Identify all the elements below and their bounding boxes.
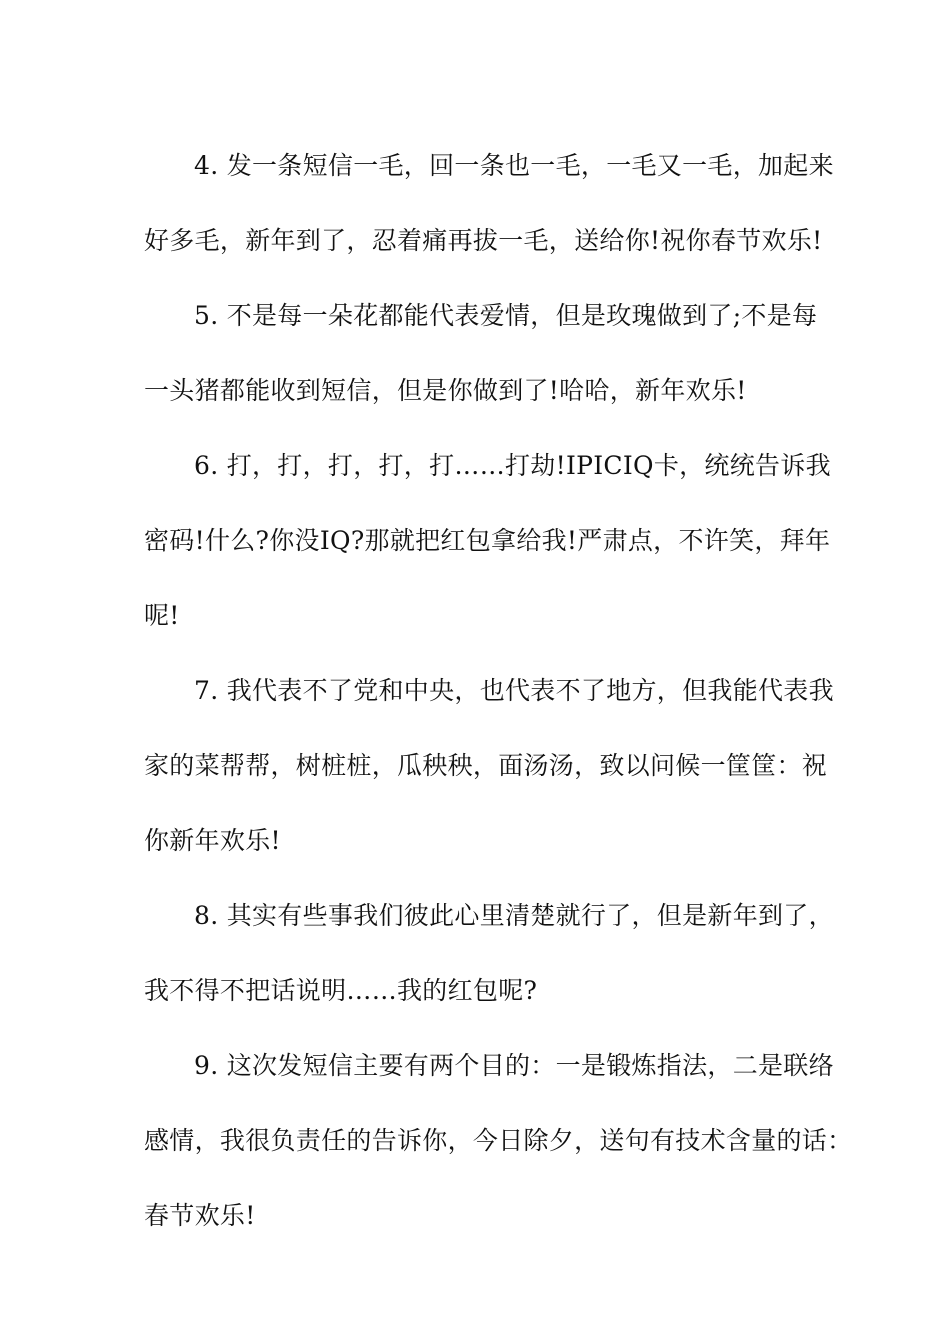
paragraph-line: 好多毛，新年到了，忍着痛再拔一毛，送给你!祝你春节欢乐! <box>144 226 823 255</box>
paragraph-line: 春节欢乐! <box>144 1201 256 1230</box>
paragraph-line: 7. 我代表不了党和中央，也代表不了地方，但我能代表我 <box>194 676 834 705</box>
paragraph-6 <box>144 428 834 653</box>
paragraph-line: 一头猪都能收到短信，但是你做到了!哈哈，新年欢乐! <box>144 376 747 405</box>
paragraph-5 <box>144 278 834 428</box>
paragraph-line: 5. 不是每一朵花都能代表爱情，但是玫瑰做到了;不是每 <box>194 301 818 330</box>
document-body <box>144 128 853 1253</box>
paragraph-line: 密码!什么?你没IQ?那就把红包拿给我!严肃点，不许笑，拜年 <box>144 526 831 555</box>
paragraph-4 <box>144 128 834 278</box>
paragraph-8 <box>144 878 834 1028</box>
paragraph-line: 家的菜帮帮，树桩桩，瓜秧秧，面汤汤，致以问候一筐筐：祝 <box>144 751 828 780</box>
paragraph-line: 呢! <box>144 601 180 630</box>
paragraph-line: 6. 打，打，打，打，打……打劫!IPICIQ卡，统统告诉我 <box>194 451 831 480</box>
paragraph-line: 8. 其实有些事我们彼此心里清楚就行了，但是新年到了， <box>194 901 834 930</box>
paragraph-line: 你新年欢乐! <box>144 826 281 855</box>
paragraph-line: 我不得不把话说明……我的红包呢? <box>144 976 538 1005</box>
paragraph-9 <box>144 1028 853 1253</box>
paragraph-line: 感情，我很负责任的告诉你，今日除夕，送句有技术含量的话： <box>144 1126 853 1155</box>
paragraph-7 <box>144 653 834 878</box>
paragraph-line: 4. 发一条短信一毛，回一条也一毛，一毛又一毛，加起来 <box>194 151 834 180</box>
paragraph-line: 9. 这次发短信主要有两个目的：一是锻炼指法，二是联络 <box>194 1051 834 1080</box>
